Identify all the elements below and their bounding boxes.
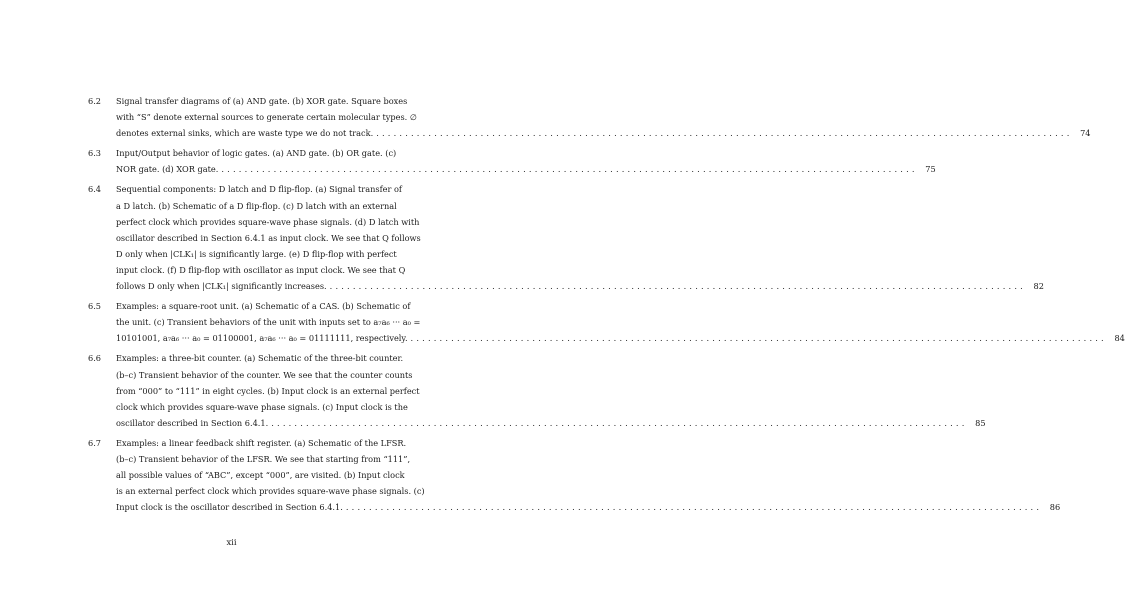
caption-line: perfect clock which provides square-wave phase signals. (d) D latch with xyxy=(116,216,420,227)
dot-leader: ........................................................................................................................ xyxy=(376,128,1073,139)
figure-number: 6.3 xyxy=(88,148,102,159)
caption-line: Examples: a three-bit counter. (a) Schematic of the three-bit counter. xyxy=(116,353,404,364)
page-reference: 84 xyxy=(1114,333,1125,344)
page-footer-numeral: xii xyxy=(226,537,237,547)
caption-last-line xyxy=(116,125,1091,141)
figure-caption xyxy=(116,350,986,430)
caption-line: Input clock is the oscillator described in Section 6.4.1. xyxy=(116,502,343,513)
figure-entry xyxy=(88,298,1125,346)
figure-caption xyxy=(116,181,1044,294)
page-reference: 74 xyxy=(1080,128,1091,139)
caption-last-line xyxy=(116,499,1060,515)
figure-number: 6.5 xyxy=(88,301,102,312)
caption-line: a D latch. (b) Schematic of a D flip-flop. (c) D latch with an external xyxy=(116,200,397,211)
figure-number: 6.2 xyxy=(88,96,102,106)
figure-entry xyxy=(88,435,1061,515)
dot-leader: ........................................................................................................................ xyxy=(329,281,1026,292)
caption-line: NOR gate. (d) XOR gate. xyxy=(116,164,219,175)
figure-caption xyxy=(116,435,1060,515)
caption-line: all possible values of “ABC”, except “000”, are visited. (b) Input clock xyxy=(116,470,405,481)
caption-line: Input/Output behavior of logic gates. (a) AND gate. (b) OR gate. (c) xyxy=(116,148,397,159)
dot-leader: ........................................................................................................................ xyxy=(345,502,1043,513)
caption-line: the unit. (c) Transient behaviors of the unit with inputs set to a₇a₆ ··· a₀ = xyxy=(116,317,421,328)
dot-leader: ........................................................................................................................ xyxy=(271,417,968,428)
caption-line: with “S” denote external sources to generate certain molecular types. ∅ xyxy=(116,112,417,123)
caption-last-line xyxy=(116,330,1125,346)
caption-line: 10101001, a₇a₆ ··· a₀ = 01100001, a₇a₆ ··· a₀ = 01111111, respectively. xyxy=(116,333,408,344)
caption-line: Examples: a linear feedback shift register. (a) Schematic of the LFSR. xyxy=(116,437,407,448)
caption-line: D only when |CLK₁| is significantly large. (e) D flip-flop with perfect xyxy=(116,248,397,259)
figure-caption xyxy=(116,145,936,177)
caption-line: denotes external sinks, which are waste type we do not track. xyxy=(116,128,374,139)
dot-leader: ........................................................................................................................ xyxy=(221,164,918,175)
caption-line: oscillator described in Section 6.4.1. xyxy=(116,417,269,428)
caption-line: from “000” to “111” in eight cycles. (b) Input clock is an external perfect xyxy=(116,385,420,396)
page-reference: 85 xyxy=(975,417,986,428)
caption-line: (b–c) Transient behavior of the counter. We see that the counter counts xyxy=(116,369,413,380)
figure-caption xyxy=(116,298,1125,346)
dot-leader: ........................................................................................................................ xyxy=(410,333,1107,344)
caption-line: input clock. (f) D flip-flop with oscillator as input clock. We see that Q xyxy=(116,264,406,275)
caption-line: Examples: a square-root unit. (a) Schematic of a CAS. (b) Schematic of xyxy=(116,301,411,312)
caption-line: follows D only when |CLK₁| significantly increases. xyxy=(116,281,327,292)
page-reference: 75 xyxy=(925,164,936,175)
caption-line: Sequential components: D latch and D flip-flop. (a) Signal transfer of xyxy=(116,184,402,195)
figure-entry xyxy=(88,181,1044,294)
page-reference: 82 xyxy=(1033,281,1044,292)
caption-line: clock which provides square-wave phase signals. (c) Input clock is the xyxy=(116,401,408,412)
figure-number: 6.4 xyxy=(88,184,102,195)
caption-line: is an external perfect clock which provides square-wave phase signals. (c) xyxy=(116,486,425,497)
caption-line: oscillator described in Section 6.4.1 as input clock. We see that Q follows xyxy=(116,232,421,243)
caption-line: (b–c) Transient behavior of the LFSR. We see that starting from “111”, xyxy=(116,453,411,464)
figure-entry xyxy=(88,350,986,430)
caption-line: Signal transfer diagrams of (a) AND gate. (b) XOR gate. Square boxes xyxy=(116,96,408,106)
caption-last-line xyxy=(116,161,936,177)
figure-entry xyxy=(88,145,936,177)
page-reference: 86 xyxy=(1049,502,1061,513)
list-of-figures xyxy=(88,93,1125,519)
figure-entry xyxy=(88,93,1091,141)
caption-last-line xyxy=(116,278,1044,294)
figure-caption xyxy=(116,93,1091,141)
figure-number: 6.7 xyxy=(88,437,102,448)
figure-number: 6.6 xyxy=(88,353,102,364)
caption-last-line xyxy=(116,415,986,431)
